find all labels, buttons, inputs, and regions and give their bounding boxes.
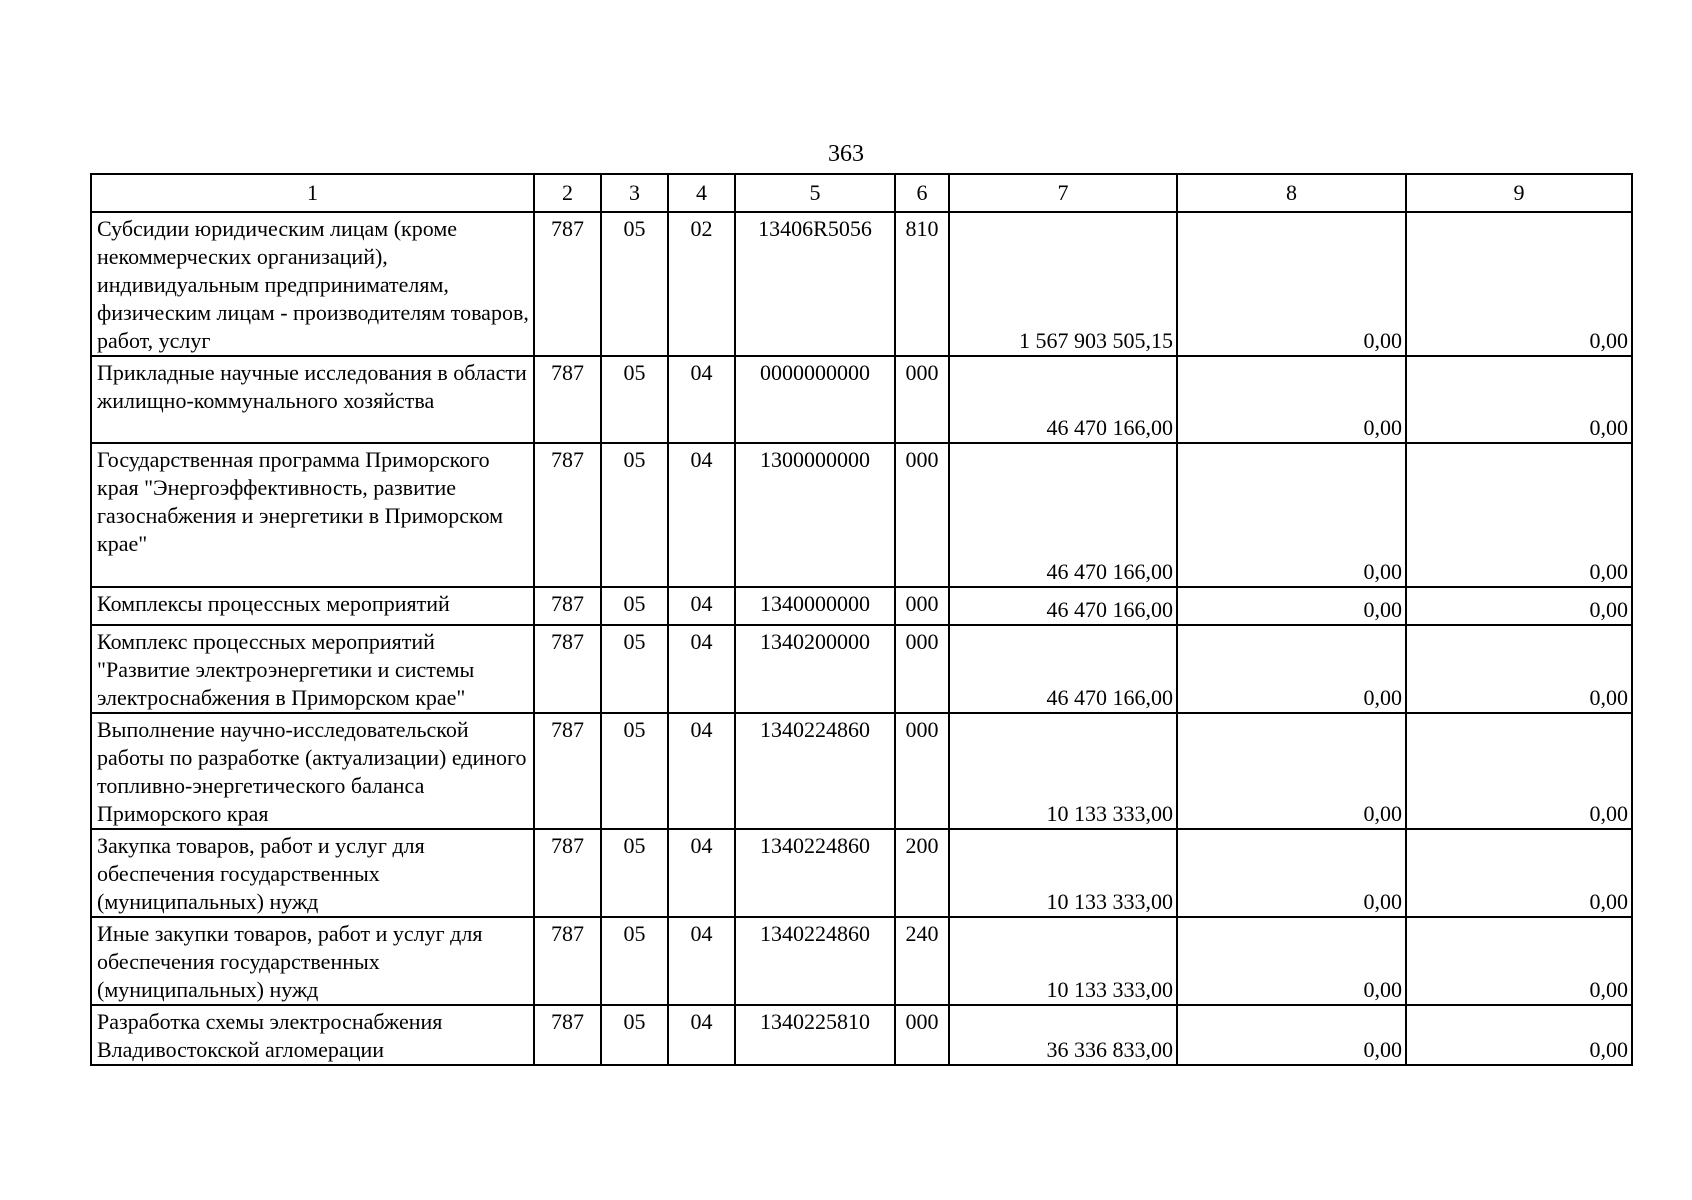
- section-code-cell: 05: [601, 443, 668, 587]
- subsection-code-cell: 04: [668, 917, 735, 1005]
- target-article-cell: 1300000000: [735, 443, 895, 587]
- ministry-code-cell: 787: [534, 212, 601, 356]
- section-code-cell: 05: [601, 1005, 668, 1065]
- ministry-code-cell: 787: [534, 587, 601, 625]
- column-header: 6: [895, 174, 949, 212]
- expense-type-cell: 000: [895, 1005, 949, 1065]
- amount-col7-cell: 46 470 166,00: [949, 625, 1177, 713]
- row-name-cell: Комплексы процессных мероприятий: [91, 587, 534, 625]
- amount-col9-cell: 0,00: [1406, 713, 1632, 829]
- amount-col8-cell: 0,00: [1177, 829, 1406, 917]
- row-name-cell: Иные закупки товаров, работ и услуг для обеспечения государственных (муниципальных) нужд: [91, 917, 534, 1005]
- target-article-cell: 1340224860: [735, 917, 895, 1005]
- amount-col8-cell: 0,00: [1177, 1005, 1406, 1065]
- table-row: [91, 713, 1632, 829]
- expense-type-cell: 000: [895, 443, 949, 587]
- column-header: 3: [601, 174, 668, 212]
- row-name-cell: Комплекс процессных мероприятий "Развитие электроэнергетики и системы электроснабжения в Приморском крае": [91, 625, 534, 713]
- table-row: [91, 212, 1632, 356]
- amount-col7-cell: 46 470 166,00: [949, 356, 1177, 443]
- subsection-code-cell: 04: [668, 713, 735, 829]
- column-header: 8: [1177, 174, 1406, 212]
- row-name-cell: Закупка товаров, работ и услуг для обеспечения государственных (муниципальных) нужд: [91, 829, 534, 917]
- expense-type-cell: 000: [895, 713, 949, 829]
- amount-col7-cell: 10 133 333,00: [949, 917, 1177, 1005]
- column-header: 7: [949, 174, 1177, 212]
- ministry-code-cell: 787: [534, 1005, 601, 1065]
- amount-col9-cell: 0,00: [1406, 829, 1632, 917]
- ministry-code-cell: 787: [534, 625, 601, 713]
- ministry-code-cell: 787: [534, 356, 601, 443]
- row-name-cell: Прикладные научные исследования в области жилищно-коммунального хозяйства: [91, 356, 534, 443]
- subsection-code-cell: 04: [668, 443, 735, 587]
- amount-col8-cell: 0,00: [1177, 443, 1406, 587]
- amount-col7-cell: 46 470 166,00: [949, 443, 1177, 587]
- expense-type-cell: 200: [895, 829, 949, 917]
- expense-type-cell: 000: [895, 356, 949, 443]
- row-name-cell: Выполнение научно-исследовательской работы по разработке (актуализации) единого топливно-энергетического баланса Приморского края: [91, 713, 534, 829]
- expense-type-cell: 810: [895, 212, 949, 356]
- target-article-cell: 1340224860: [735, 713, 895, 829]
- target-article-cell: 1340225810: [735, 1005, 895, 1065]
- section-code-cell: 05: [601, 587, 668, 625]
- amount-col8-cell: 0,00: [1177, 625, 1406, 713]
- amount-col7-cell: 10 133 333,00: [949, 829, 1177, 917]
- budget-table: [90, 173, 1633, 1066]
- target-article-cell: 0000000000: [735, 356, 895, 443]
- section-code-cell: 05: [601, 713, 668, 829]
- section-code-cell: 05: [601, 917, 668, 1005]
- target-article-cell: 13406R5056: [735, 212, 895, 356]
- expense-type-cell: 000: [895, 587, 949, 625]
- row-name-cell: Разработка схемы электроснабжения Владивостокской агломерации: [91, 1005, 534, 1065]
- column-header: 5: [735, 174, 895, 212]
- section-code-cell: 05: [601, 625, 668, 713]
- subsection-code-cell: 04: [668, 625, 735, 713]
- column-header: 1: [91, 174, 534, 212]
- amount-col8-cell: 0,00: [1177, 917, 1406, 1005]
- amount-col9-cell: 0,00: [1406, 212, 1632, 356]
- ministry-code-cell: 787: [534, 829, 601, 917]
- amount-col8-cell: 0,00: [1177, 587, 1406, 625]
- table-row: [91, 356, 1632, 443]
- ministry-code-cell: 787: [534, 713, 601, 829]
- amount-col7-cell: 1 567 903 505,15: [949, 212, 1177, 356]
- column-header: 4: [668, 174, 735, 212]
- amount-col9-cell: 0,00: [1406, 625, 1632, 713]
- row-name-cell: Государственная программа Приморского края "Энергоэффективность, развитие газоснабжения и энергетики в Приморском крае": [91, 443, 534, 587]
- target-article-cell: 1340000000: [735, 587, 895, 625]
- subsection-code-cell: 04: [668, 587, 735, 625]
- column-header: 9: [1406, 174, 1632, 212]
- amount-col8-cell: 0,00: [1177, 212, 1406, 356]
- ministry-code-cell: 787: [534, 443, 601, 587]
- amount-col9-cell: 0,00: [1406, 1005, 1632, 1065]
- amount-col8-cell: 0,00: [1177, 356, 1406, 443]
- column-header: 2: [534, 174, 601, 212]
- amount-col7-cell: 10 133 333,00: [949, 713, 1177, 829]
- subsection-code-cell: 04: [668, 356, 735, 443]
- expense-type-cell: 240: [895, 917, 949, 1005]
- amount-col9-cell: 0,00: [1406, 917, 1632, 1005]
- ministry-code-cell: 787: [534, 917, 601, 1005]
- table-row: [91, 443, 1632, 587]
- page-number: 363: [828, 141, 864, 167]
- row-name-cell: Субсидии юридическим лицам (кроме некоммерческих организаций), индивидуальным предпринимателям, физическим лицам - производителям товаров, работ, услуг: [91, 212, 534, 356]
- section-code-cell: 05: [601, 212, 668, 356]
- section-code-cell: 05: [601, 829, 668, 917]
- amount-col7-cell: 46 470 166,00: [949, 587, 1177, 625]
- expense-type-cell: 000: [895, 625, 949, 713]
- table-row: [91, 829, 1632, 917]
- amount-col9-cell: 0,00: [1406, 356, 1632, 443]
- amount-col7-cell: 36 336 833,00: [949, 1005, 1177, 1065]
- subsection-code-cell: 04: [668, 1005, 735, 1065]
- table-row: [91, 917, 1632, 1005]
- header-row: [91, 174, 1632, 212]
- amount-col9-cell: 0,00: [1406, 587, 1632, 625]
- target-article-cell: 1340200000: [735, 625, 895, 713]
- section-code-cell: 05: [601, 356, 668, 443]
- amount-col9-cell: 0,00: [1406, 443, 1632, 587]
- subsection-code-cell: 04: [668, 829, 735, 917]
- target-article-cell: 1340224860: [735, 829, 895, 917]
- subsection-code-cell: 02: [668, 212, 735, 356]
- table-row: [91, 1005, 1632, 1065]
- amount-col8-cell: 0,00: [1177, 713, 1406, 829]
- table-row: [91, 625, 1632, 713]
- table-row: [91, 587, 1632, 625]
